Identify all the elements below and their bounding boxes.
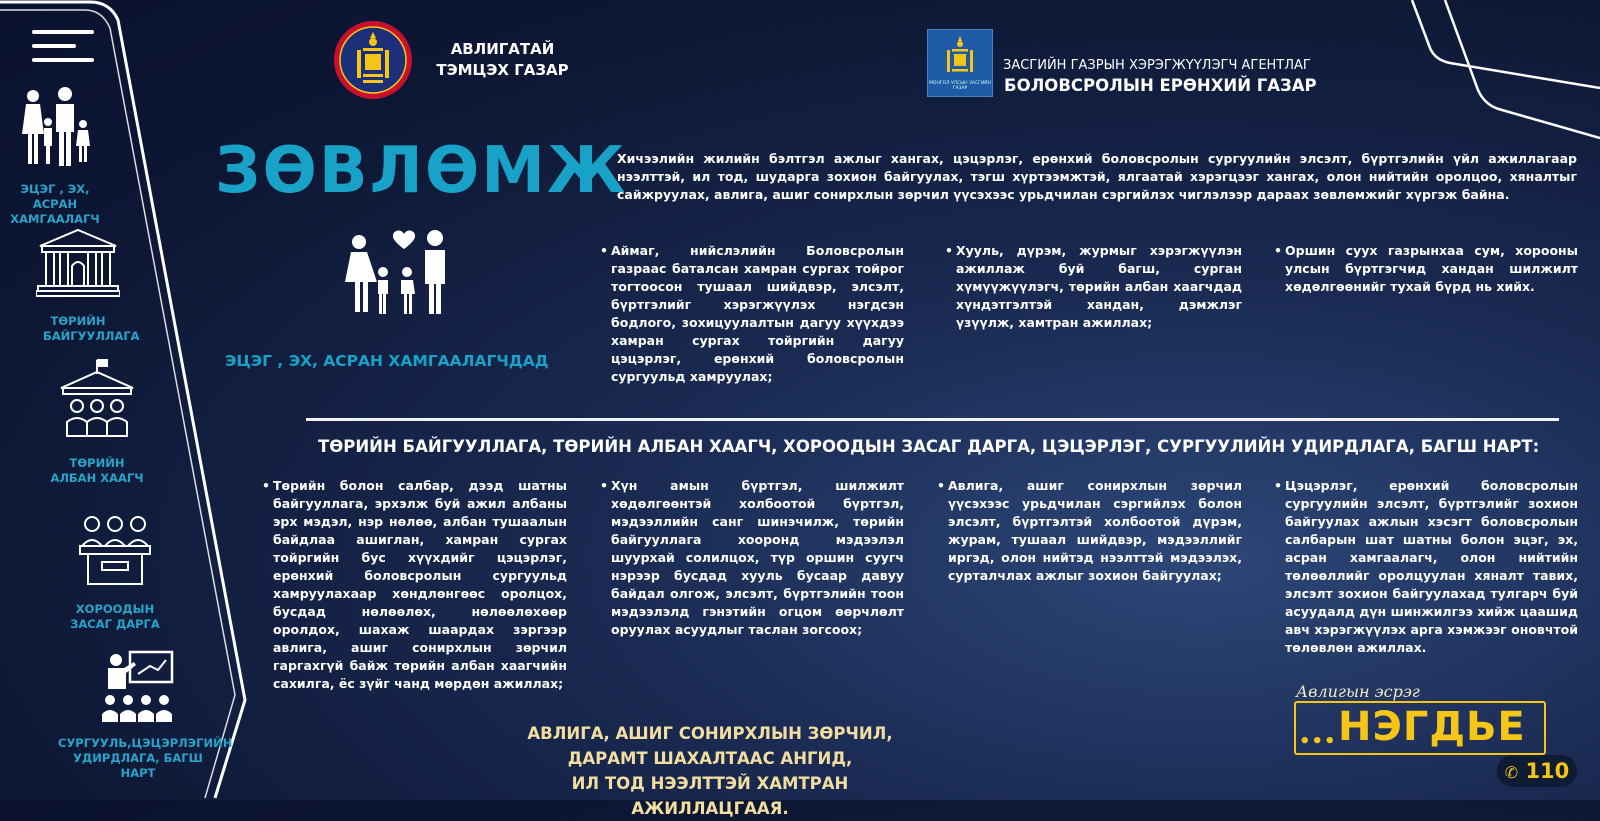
soyombo-icon	[928, 30, 992, 80]
org-agency-line: ЗАСГИЙН ГАЗРЫН ХЭРЭГЖҮҮЛЭГЧ АГЕНТЛАГ	[1003, 58, 1311, 73]
point-text: Авлига, ашиг сонирхлын зөрчил үүсэхээс урьдчилан сэргийлэх болон элсэлт, бүртгэлтэй холбоотой дүрэм, журам, тушаал шийдвэр, мэдээллийг иргэд, олон нийтэд нээлттэй мэдээлэх, сурталчлах ажлыг зохион байгуулах;	[948, 478, 1242, 583]
section-divider	[306, 418, 1559, 421]
sidebar-item-label: ТӨРИЙН БАЙГУУЛЛАГА	[43, 314, 140, 343]
parents-point: • Оршин суух газрынхаа сум, хорооны улсын бүртгэгчид хандан шилжилт хөдөлгөөнийг тухай бүрд нь хийх.	[1274, 243, 1578, 294]
sidebar-item-label: СУРГУУЛЬ,ЦЭЦЭРЛЭГИЙН УДИРДЛАГА, БАГШ НАРТ	[58, 736, 233, 780]
sidebar-item-parents[interactable]	[5, 86, 105, 227]
sidebar-item-civil-servant[interactable]	[47, 358, 147, 486]
corner-frame	[1400, 0, 1600, 145]
parents-point: • Аймаг, нийслэлийн Боловсролын газраас баталсан хамран сургах тойрог тогтоосон тушаал шийдвэр, элсэлт, бүртгэлийг хэрэгжүүлэх нэгдсэн бодлого, зохицуулалтын дагуу хүүхдээ хамран сургах тойргийн дагуу цэцэрлэг, ерөнхий боловсролын сургуульд хамруулах;	[600, 243, 904, 384]
footer-line: АВЛИГА, АШИГ СОНИРХЛЫН ЗӨРЧИЛ, ДАРАМТ ШАХАЛТААС АНГИД,	[527, 724, 893, 768]
point-text: Хүн амын бүртгэл, шилжилт хөдөлгөөнтэй холбоотой бүртгэл, мэдээллийн санг шинэчилж, төрийн байгууллага хооронд мэдээлэл шуурхай солилцох, түр оршин суугч нэрээр бусдад хууль бусаар давуу байдал олгож, элсэлт, бүртгэлийн тоон мэдээлэлд гэнэтийн огцом өөрчлөлт оруулах асуудлыг таслан зогсоох;	[611, 478, 904, 637]
officials-point: • Цэцэрлэг, ерөнхий боловсролын сургуулийн элсэлт, бүртгэлийг зохион байгуулах ажлын хэсэгт боловсролын салбарын шат шатны болон эцэг, эх, асран хамгаалагч, олон нийтийн төлөөллийг оролцуулан хяналт тавих, элсэлт зохион байгуулахад тулгарч буй асуудалд дүн шинжилгээ хийж цаашид авч хэрэгжүүлэх арга хэмжээг оновчтой төлөвлөн ажиллах.	[1274, 478, 1578, 655]
sidebar-item-council[interactable]	[50, 514, 180, 632]
officials-point: • Авлига, ашиг сонирхлын зөрчил үүсэхээс урьдчилан сэргийлэх болон элсэлт, бүртгэлтэй холбоотой дүрэм, журам, тушаал шийдвэр, мэдээллийг иргэд, олон нийтэд нээлттэй мэдээлэх, сурталчлах ажлыг зохион байгуулах;	[937, 478, 1242, 583]
government-building-icon	[36, 226, 120, 298]
point-text: Хууль, дүрэм, журмыг хэрэгжүүлэн ажиллаж буй багш, сурган хүмүүжүүлэгч, төрийн албан хаагчдад хүндэтгэлтэй хандан, дэмжлэг үзүүлж, хамтран ажиллах;	[956, 243, 1242, 330]
point-text: Цэцэрлэг, ерөнхий боловсролын сургуулийн элсэлт, бүртгэлийг зохион байгуулах ажлын хэсэгт боловсролын салбарын шат шатны болон эцэг, эх, асран хамгаалагч, олон нийтийн төлөөллийг оролцуулан хяналт тавих, элсэлт зохион байгуулахад тулгарч буй асуудалд дүн шинжилгээ хийж цаашид авч хэрэгжүүлэх арга хэмжээг оновчтой төлөвлөн ажиллах.	[1285, 478, 1578, 655]
org-name-anti-corruption: АВЛИГАТАЙ ТЭМЦЭХ ГАЗАР	[436, 40, 569, 79]
civil-servants-icon	[57, 358, 137, 442]
brand-dots: •••	[1299, 731, 1337, 752]
family-icon	[15, 86, 95, 168]
council-icon	[78, 514, 152, 586]
hotline-badge[interactable]	[1497, 755, 1577, 787]
brand-logo: НЭГДЬЕ	[1338, 704, 1526, 750]
anti-corruption-emblem	[333, 20, 413, 100]
sidebar-item-label: ХОРООДЫН ЗАСАГ ДАРГА	[70, 602, 160, 631]
officials-point: • Хүн амын бүртгэл, шилжилт хөдөлгөөнтэй холбоотой бүртгэл, мэдээллийн санг шинэчилж, төрийн байгууллага хооронд мэдээлэл шуурхай солилцох, түр оршин суугч нэрээр бусдад хууль бусаар давуу байдал олгож, элсэлт, бүртгэлийн тоон мэдээлэлд гэнэтийн огцом өөрчлөлт оруулах асуудлыг таслан зогсоох;	[600, 478, 904, 637]
point-text: Төрийн болон салбар, дээд шатны байгууллага, эрхэлж буй ажил албаны эрх мэдэл, нэр нөлөө, албан тушаалын байдлаа ашиглан, хамран сургах тойргийн бус хүүхдийг цэцэрлэг, ерөнхий боловсролын сургуульд хамруулахаар хөндлөнгөөс оролцох, бусдад нөлөөлөх, нөлөөлөхөөр оролдох, шахаж шаардах зэргээр авлига, ашиг сонирхлын зөрчил гаргахгүй байж төрийн албан хаагчийн сахилга, ёс зүйг чанд мөрдөн ажиллах;	[273, 478, 567, 691]
footer-line: ИЛ ТОД НЭЭЛТТЭЙ ХАМТРАН АЖИЛЛАЦГААЯ.	[571, 774, 849, 818]
page-title: ЗӨВЛӨМЖ	[215, 134, 628, 208]
government-emblem	[927, 29, 993, 97]
intro-paragraph: Хичээлийн жилийн бэлтгэл ажлыг хангах, цэцэрлэг, ерөнхий боловсролын сургуулийн элсэлт, бүртгэлийн үйл ажиллагаар нээлттэй, ил тод, шударга зохион байгуулах, тэгш хүртээмжтэй, ялгаатай хэрэгцээг хангах, олон нийтийн оролцоо, хяналтыг сайжруулах, авлига, ашиг сонирхлын зөрчил үүсэхээс урьдчилан сэргийлэх чиглэлээр дараах зөвлөмжийг хүргэж байна.	[617, 151, 1577, 202]
org-name-education: БОЛОВСРОЛЫН ЕРӨНХИЙ ГАЗАР	[1004, 76, 1317, 95]
family-heart-icon	[333, 228, 463, 314]
officials-point: • Төрийн болон салбар, дээд шатны байгууллага, эрхэлж буй ажил албаны эрх мэдэл, нэр нөлөө, албан тушаалын байдлаа ашиглан, хамран сургах тойргийн бус хүүхдийг цэцэрлэг, ерөнхий боловсролын сургуульд хамруулахаар хөндлөнгөөс оролцох, бусдад нөлөөлөх, нөлөөлөхөөр оролдох, шахаж шаардах зэргээр авлига, ашиг сонирхлын зөрчил гаргахгүй байж төрийн албан хаагчийн сахилга, ёс зүйг чанд мөрдөн ажиллах;	[262, 478, 567, 691]
sidebar-item-label: ТӨРИЙН АЛБАН ХААГЧ	[50, 456, 144, 485]
point-text: Оршин суух газрынхаа сум, хорооны улсын бүртгэгчид хандан шилжилт хөдөлгөөнийг тухай бүрд нь хийх.	[1285, 243, 1578, 294]
hotline-number: 110	[1525, 759, 1570, 783]
officials-heading: ТӨРИЙН БАЙГУУЛЛАГА, ТӨРИЙН АЛБАН ХААГЧ, ХОРООДЫН ЗАСАГ ДАРГА, ЦЭЦЭРЛЭГ, СУРГУУЛИЙН УДИРДЛАГА, БАГШ НАРТ:	[318, 437, 1540, 456]
phone-icon: ✆	[1504, 763, 1519, 782]
sidebar-item-label: ЭЦЭГ , ЭХ, АСРАН ХАМГААЛАГЧ	[10, 182, 100, 226]
emblem-caption: МОНГОЛ УЛСЫН ЗАСГИЙН ГАЗАР	[929, 81, 991, 91]
footer-slogan	[500, 721, 920, 821]
sidebar-item-gov-org[interactable]	[28, 226, 140, 344]
teacher-icon	[98, 650, 178, 724]
audience-heading: ЭЦЭГ , ЭХ, АСРАН ХАМГААЛАГЧДАД	[225, 352, 549, 370]
brand-script: Авлигын эсрэг	[1296, 682, 1420, 701]
parents-point: • Хууль, дүрэм, журмыг хэрэгжүүлэн ажиллаж буй багш, сурган хүмүүжүүлэгч, төрийн албан хаагчдад хүндэтгэлтэй хандан, дэмжлэг үзүүлж, хамтран ажиллах;	[945, 243, 1242, 330]
hamburger-menu-icon[interactable]	[32, 30, 94, 64]
sidebar-item-school[interactable]	[58, 650, 233, 781]
point-text: Аймаг, нийслэлийн Боловсролын газраас баталсан хамран сургах тойрог тогтоосон тушаал шийдвэр, элсэлт, бүртгэлийг хэрэгжүүлэх нэгдсэн бодлого, зохицуулалтын дагуу хүүхдээ хамран сургах тойргийн дагуу цэцэрлэг, ерөнхий боловсролын сургуульд хамруулах;	[611, 243, 904, 384]
